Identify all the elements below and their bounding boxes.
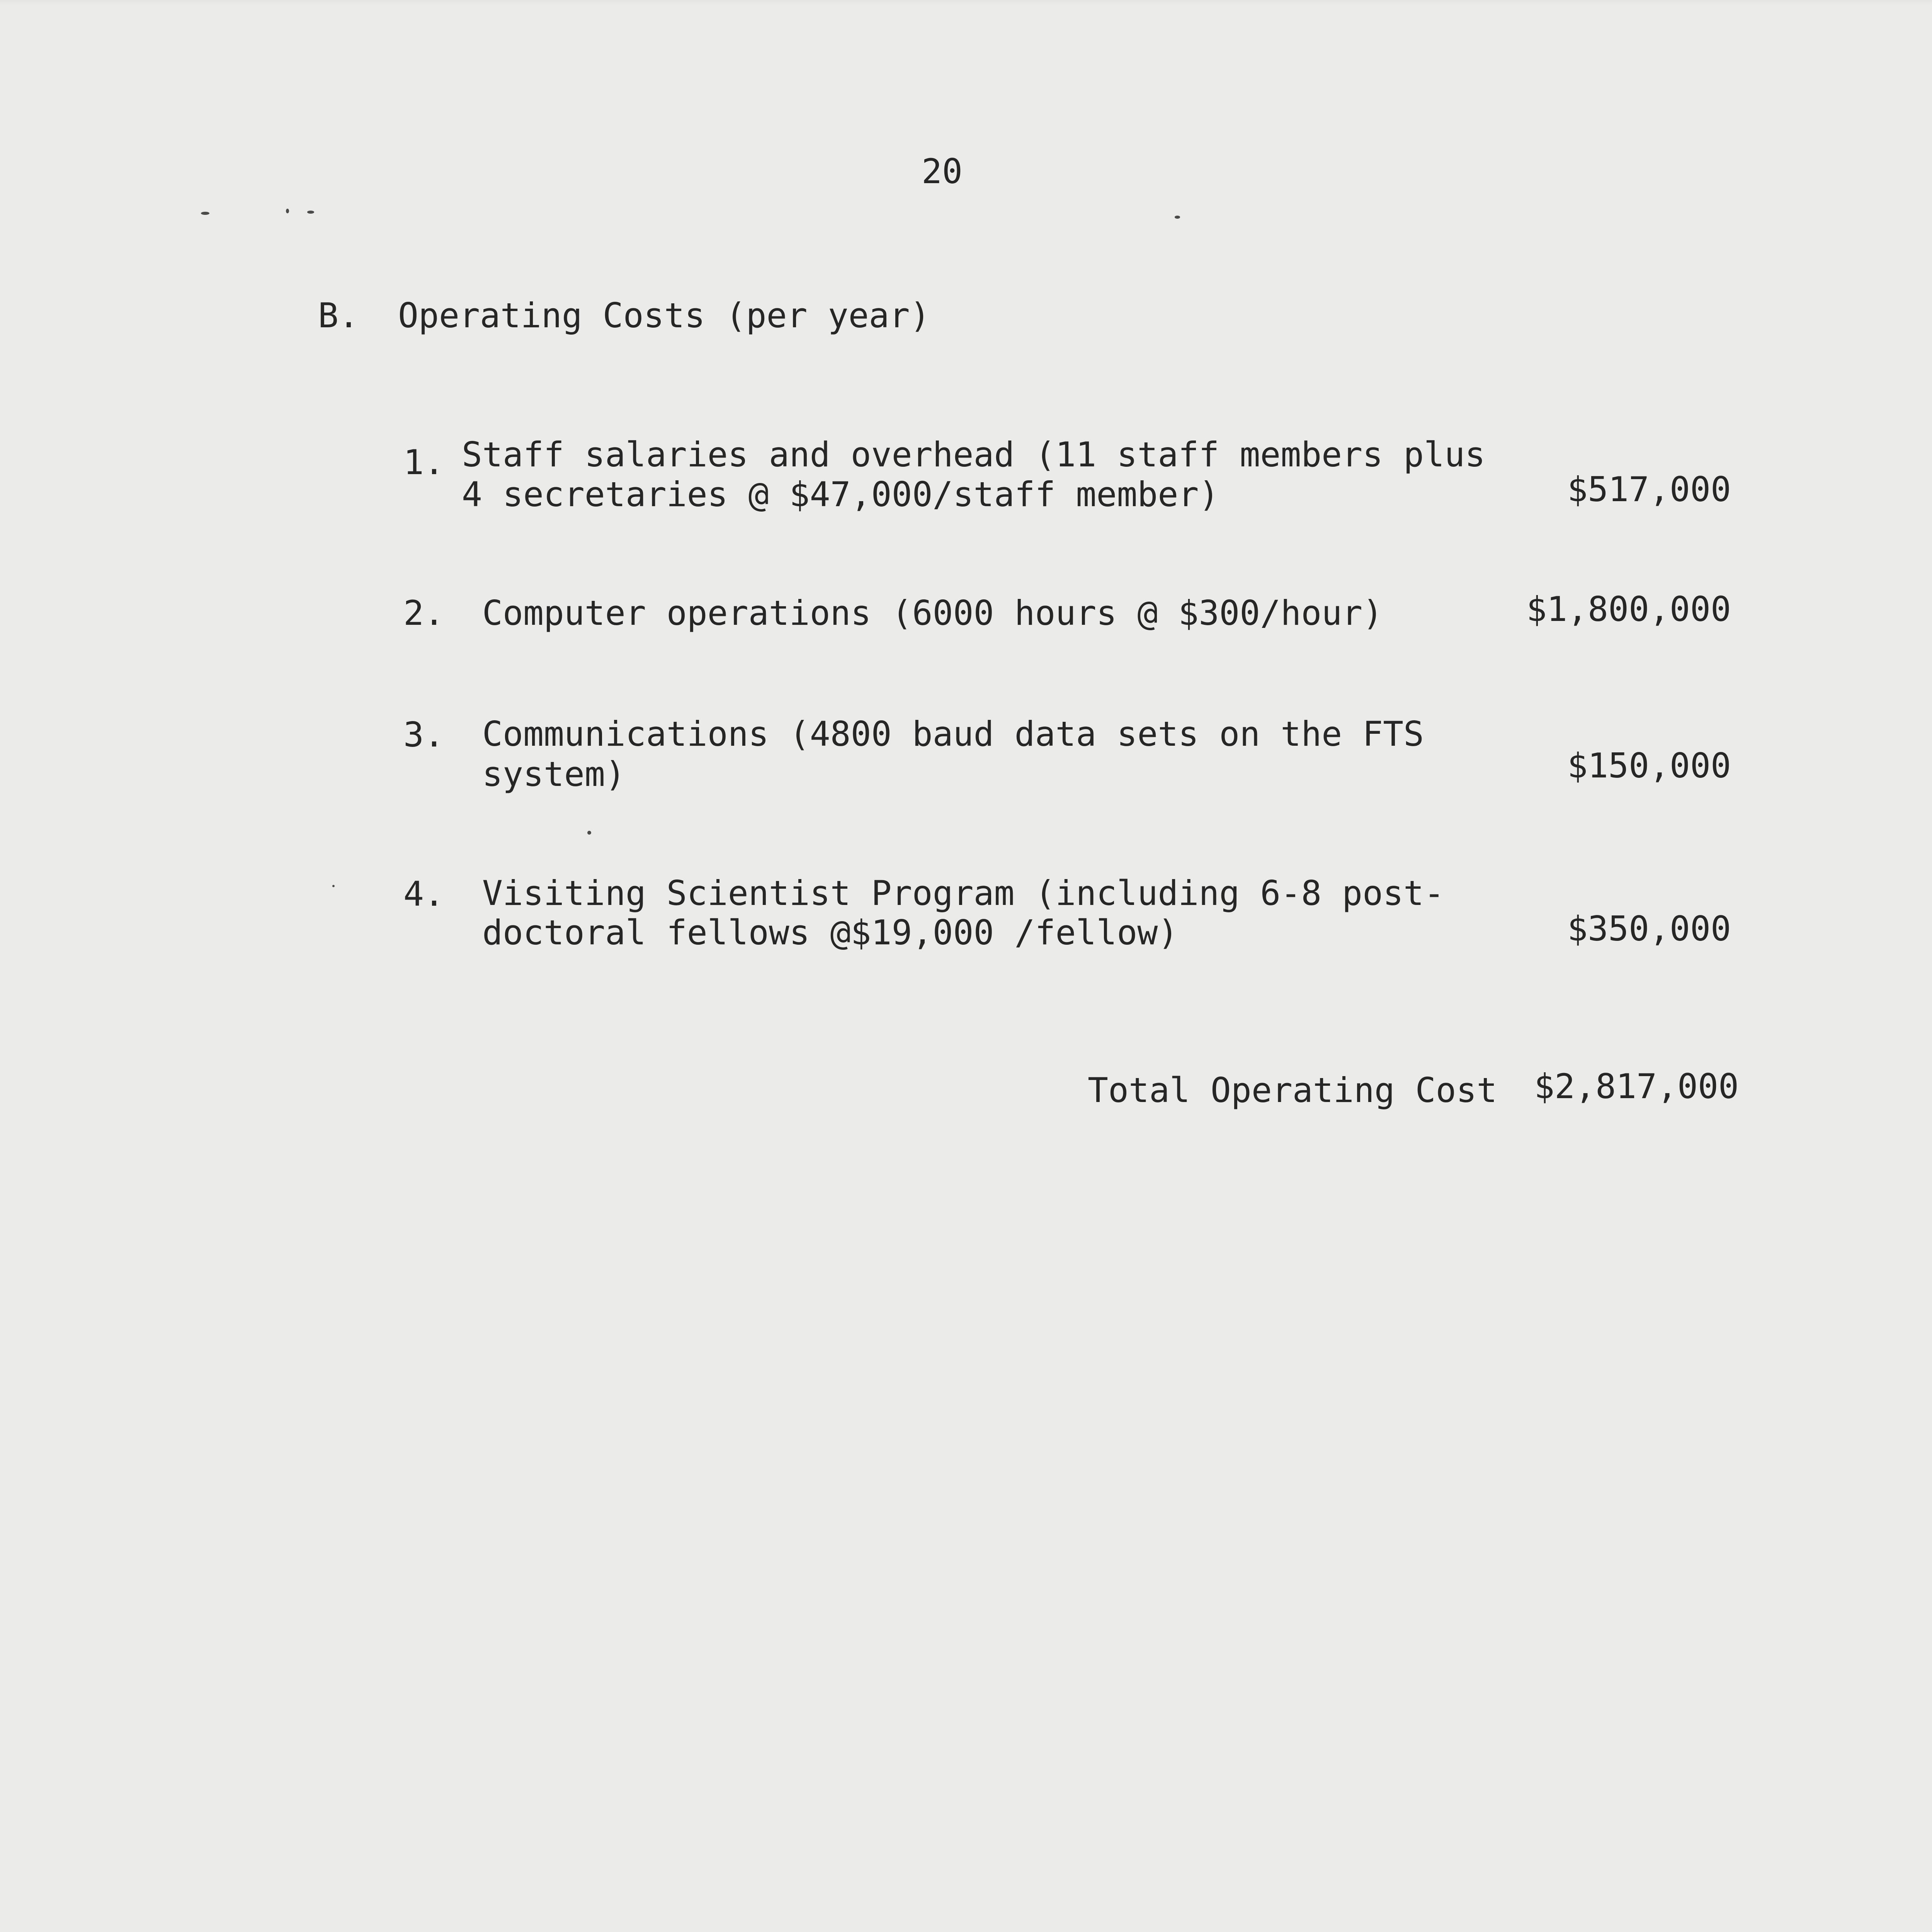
paper-speck bbox=[307, 211, 314, 214]
paper-speck bbox=[1175, 216, 1180, 219]
item-number: 2. bbox=[403, 593, 444, 633]
item-number: 3. bbox=[403, 715, 444, 755]
paper-speck bbox=[587, 831, 591, 835]
item-description-line: doctoral fellows @$19,000 /fellow) bbox=[482, 913, 1179, 952]
page-number: 20 bbox=[922, 151, 963, 191]
item-amount: $350,000 bbox=[1567, 909, 1731, 949]
item-description-line: 4 secretaries @ $47,000/staff member) bbox=[462, 474, 1219, 514]
paper-speck bbox=[201, 212, 209, 215]
paper-speck bbox=[286, 209, 289, 213]
item-number: 4. bbox=[403, 874, 444, 914]
item-description-line: Visiting Scientist Program (including 6-8 post- bbox=[482, 873, 1445, 913]
item-description-line: system) bbox=[482, 754, 626, 794]
section-title: Operating Costs (per year) bbox=[398, 296, 930, 335]
item-description-line: Computer operations (6000 hours @ $300/hour) bbox=[482, 593, 1383, 633]
item-amount: $517,000 bbox=[1567, 469, 1731, 509]
total-label: Total Operating Cost bbox=[1088, 1070, 1497, 1110]
item-description-line: Communications (4800 baud data sets on the FTS bbox=[482, 714, 1424, 754]
item-description-line: Staff salaries and overhead (11 staff members plus bbox=[462, 435, 1486, 474]
paper-speck bbox=[332, 885, 335, 887]
total-amount: $2,817,000 bbox=[1534, 1066, 1739, 1106]
item-number: 1. bbox=[403, 442, 444, 482]
item-amount: $150,000 bbox=[1567, 746, 1731, 786]
item-amount: $1,800,000 bbox=[1526, 589, 1731, 629]
section-letter: B. bbox=[318, 296, 359, 335]
